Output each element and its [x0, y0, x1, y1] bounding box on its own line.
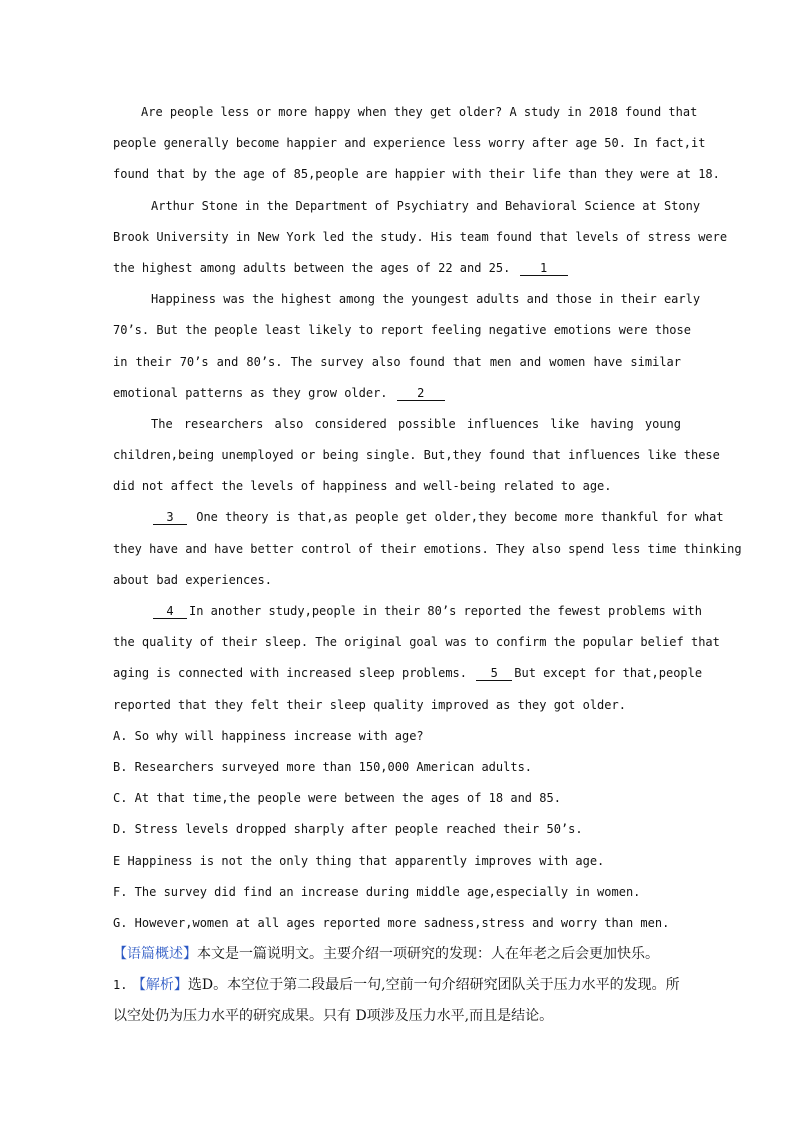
- option-d: D. Stress levels dropped sharply after people reached their 50’s.: [113, 822, 583, 837]
- summary-label: 【语篇概述】: [113, 946, 197, 963]
- item-number: 1.: [113, 978, 128, 993]
- passage-text: the highest among adults between the ages of 22 and 25.: [113, 260, 511, 275]
- passage-line: Happiness was the highest among the youngest adults and those in their early: [151, 292, 701, 307]
- answer-blank-2: 2: [397, 387, 445, 401]
- analysis-text: 选D。本空位于第二段最后一句,空前一句介绍研究团队关于压力水平的发现。所: [187, 977, 680, 994]
- option-c: C. At that time,the people were between the ages of 18 and 85.: [113, 791, 561, 806]
- analysis-line: [113, 970, 681, 1001]
- passage-text: One theory is that,as people get older,they become more thankful for what: [196, 510, 724, 525]
- passage-text: But except for that,people: [514, 666, 703, 681]
- passage-line: 70’s. But the people least likely to report feeling negative emotions were those: [113, 323, 691, 338]
- option-g: G. However,women at all ages reported more sadness,stress and worry than men.: [113, 915, 670, 930]
- option-b: B. Researchers surveyed more than 150,000 American adults.: [113, 759, 533, 774]
- passage-line: did not affect the levels of happiness and well-being related to age.: [113, 479, 612, 494]
- passage-line: The researchers also considered possible influences like having young: [151, 416, 681, 431]
- option-a: A. So why will happiness increase with age?: [113, 728, 424, 743]
- option-f: F. The survey did find an increase during middle age,especially in women.: [113, 884, 641, 899]
- passage-text: aging is connected with increased sleep problems.: [113, 666, 468, 681]
- summary-line: [113, 939, 681, 970]
- passage-line: reported that they felt their sleep quality improved as they got older.: [113, 697, 626, 712]
- answer-blank-4: 4: [153, 605, 187, 619]
- passage-line: in their 70’s and 80’s. The survey also found that men and women have similar: [113, 354, 681, 369]
- passage-line: [113, 596, 702, 627]
- document-page: [113, 97, 742, 1033]
- passage-line: about bad experiences.: [113, 572, 272, 587]
- analysis-line: 以空处仍为压力水平的研究成果。只有 D项涉及压力水平,而且是结论。: [113, 1008, 554, 1025]
- passage-text: In another study,people in their 80’s reported the fewest problems with: [189, 604, 702, 618]
- passage-line: [113, 253, 681, 284]
- option-e: E Happiness is not the only thing that apparently improves with age.: [113, 853, 605, 868]
- passage-line: the quality of their sleep. The original goal was to confirm the popular belief that: [113, 635, 720, 650]
- passage-line: [113, 502, 724, 533]
- passage-line: children,being unemployed or being single. But,they found that influences like these: [113, 448, 720, 463]
- analysis-label: 【解析】: [131, 977, 188, 994]
- passage-line: found that by the age of 85,people are happier with their life than they were at 18.: [113, 167, 720, 182]
- passage-line: Brook University in New York led the study. His team found that levels of stress were: [113, 229, 728, 244]
- answer-blank-5: 5: [476, 667, 512, 681]
- passage-line: they have and have better control of their emotions. They also spend less time thinking: [113, 541, 742, 556]
- passage-line: [113, 378, 681, 409]
- passage-line: people generally become happier and experience less worry after age 50. In fact,it: [113, 136, 706, 151]
- passage-line: Are people less or more happy when they get older? A study in 2018 found that: [141, 105, 698, 119]
- passage-line: Arthur Stone in the Department of Psychiatry and Behavioral Science at Stony: [151, 198, 701, 213]
- summary-text: 本文是一篇说明文。主要介绍一项研究的发现：人在年老之后会更加快乐。: [197, 946, 659, 963]
- passage-text: emotional patterns as they grow older.: [113, 385, 388, 400]
- answer-blank-1: 1: [520, 262, 568, 276]
- answer-blank-3: 3: [153, 511, 187, 525]
- passage-line: [113, 658, 703, 689]
